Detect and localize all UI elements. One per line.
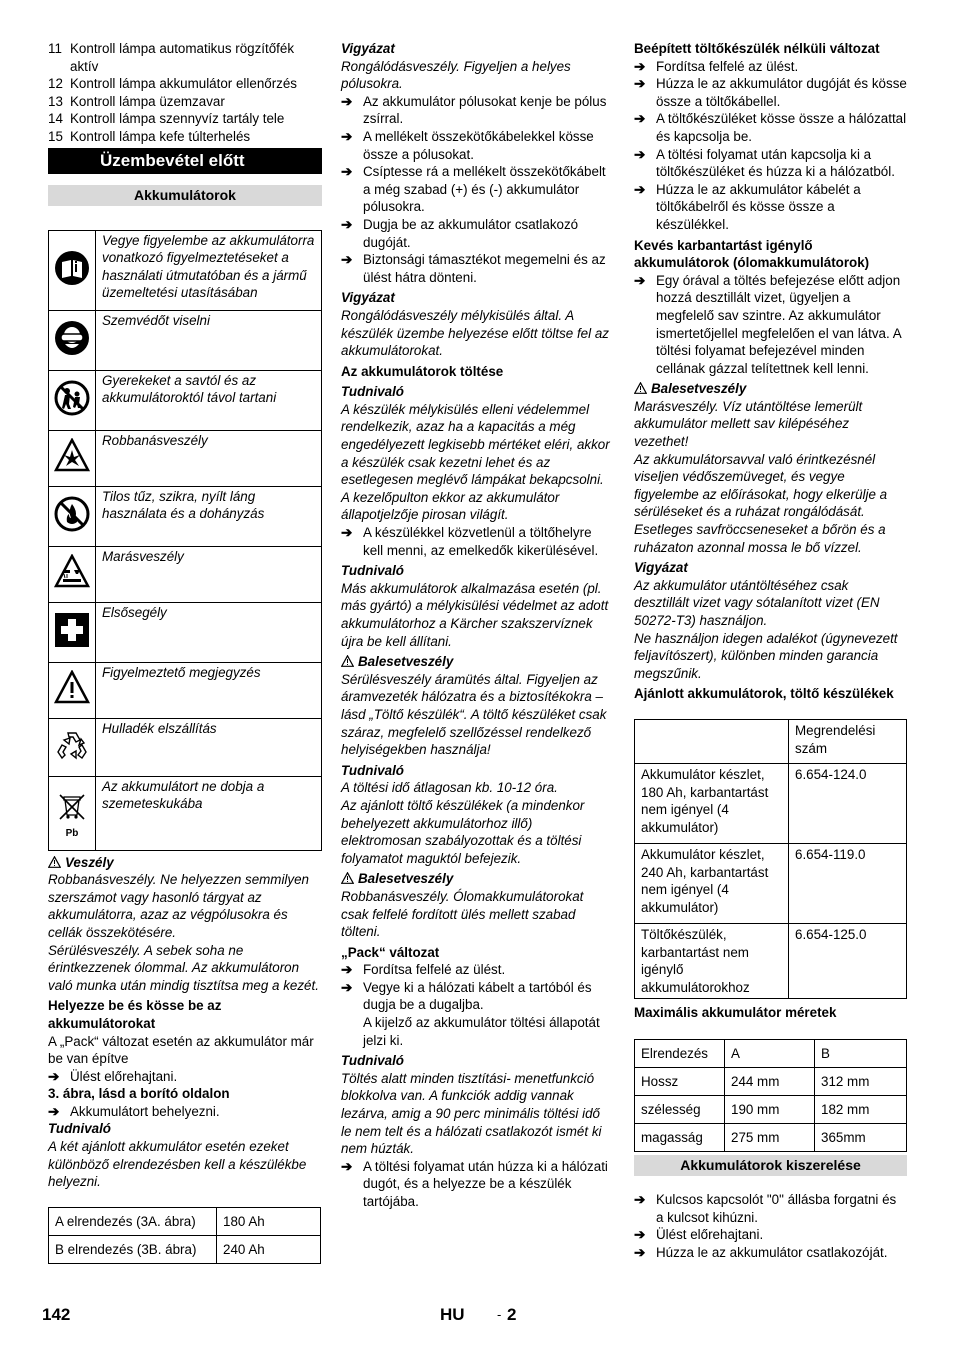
table-cell: 6.654-124.0: [789, 763, 907, 843]
symbol-table: [48, 230, 322, 851]
removal-title: Akkumulátorok kiszerelése: [634, 1155, 907, 1176]
column-1: [48, 40, 322, 1264]
warning-icon: [634, 382, 647, 394]
manual-icon: [52, 250, 92, 291]
symbol-description: Hulladék elszállítás: [96, 718, 322, 776]
table-row: [635, 1123, 907, 1151]
list-text: Kontroll lámpa kefe túlterhelés: [70, 128, 251, 144]
caution-label-2: Vigyázat: [341, 290, 395, 306]
table-row: [635, 1095, 907, 1123]
list-number: 11: [48, 41, 62, 56]
arrow-icon: ➔: [634, 146, 646, 162]
charging-heading: Az akkumulátorok töltése: [341, 363, 504, 379]
low-maintenance-step: ➔ Egy órával a töltés befejezése előtt adjon hozzá desztillált vizet, ügyeljen a megfelelő sav szintre. Az akkumulátor ismertetőjellel megfelelően el van látva. A töltési folyamat befejezével minden cellának gázzal telítettnek kell lenni.: [634, 272, 901, 376]
table-row: [635, 923, 907, 998]
instruction-step: ➔ Fordítsa felfelé az ülést.: [634, 58, 799, 74]
corrosive-icon: [52, 554, 92, 595]
instruction-step: ➔ Biztonsági támasztékot megemelni és az ülést hátra dönteni.: [341, 252, 606, 285]
pack-step-3: ➔ A töltési folyamat után húzza ki a hálózati dugót, és a helyezze be a készülék tartójába.: [341, 1158, 608, 1209]
pack-step-2: ➔ Vegye ki a hálózati kábelt a tartóból és dugja be a dugaljba.: [341, 979, 592, 1013]
instruction-step: ➔ Húzza le az akkumulátor dugóját és kösse össze a töltőkábellel.: [634, 76, 907, 109]
danger-text-2: Sérülésveszély. A sebek soha ne érintkezzenek ólommal. Az akkumulátoron való munka után mindig tisztítsa meg a kezét.: [48, 942, 319, 993]
symbol-row: [49, 430, 322, 486]
no-fire-icon: [52, 496, 92, 537]
table-cell: 180 Ah: [217, 1207, 321, 1235]
symbol-row: [49, 602, 322, 662]
hazard-label-2: Balesetveszély: [341, 870, 614, 888]
instruction-step: ➔ A töltési folyamat után kapcsolja ki a töltőkészüléket és húzza ki a hálózatból.: [634, 146, 895, 180]
table-cell: 6.654-125.0: [789, 923, 907, 998]
list-number: 14: [48, 111, 63, 127]
symbol-cell: [49, 662, 96, 718]
table-header-cell: Megrendelési szám: [789, 719, 907, 763]
symbol-description: Vegye figyelembe az akkumulátorra vonatkozó figyelmeztetéseket a használati útmutatóban és a jármű üzemeltetési utasításában: [96, 230, 322, 310]
table-cell: Hossz: [635, 1067, 725, 1095]
note-label: Tudnivaló: [48, 1121, 111, 1137]
arrow-icon: ➔: [341, 164, 353, 180]
first-aid-icon: [52, 612, 92, 653]
lead-symbol-label: Pb: [65, 827, 79, 839]
list-item: [48, 110, 322, 128]
arrow-icon: ➔: [341, 525, 353, 541]
note-label-3: Tudnivaló: [341, 762, 404, 778]
dimensions-heading: Maximális akkumulátor méretek: [634, 1005, 837, 1021]
arrow-icon: ➔: [634, 1227, 646, 1243]
steps-list-1: [341, 93, 614, 287]
symbol-description: Figyelmeztető megjegyzés: [96, 662, 322, 718]
symbol-description: Tilos tűz, szikra, nyílt láng használata és a dohányzás: [96, 486, 322, 546]
hazard-text-2: Robbanásveszély. Ólomakkumulátorokat csak felfelé fordított ülés mellett szabad tölteni.: [341, 888, 584, 940]
symbol-cell: [49, 370, 96, 430]
symbol-row: [49, 662, 322, 718]
table-cell: Akkumulátor készlet, 240 Ah, karbantartást nem igényel (4 akkumulátor): [635, 843, 789, 923]
hazard-text-2: Az akkumulátorsavval való érintkezésnél viseljen védőszemüveget, és vegye figyelembe az előírásokat, hogy elkerülje a sérüléseket és a ruházat rongálódását.: [634, 451, 888, 520]
arrow-icon: ➔: [634, 272, 646, 288]
symbol-row: [49, 546, 322, 602]
symbol-row: [49, 310, 322, 370]
table-cell: B elrendezés (3B. ábra): [49, 1235, 217, 1263]
list-text: Kontroll lámpa akkumulátor ellenőrzés: [70, 76, 298, 92]
warning-icon: [341, 655, 354, 667]
indicator-list: [48, 40, 322, 146]
caution-text-1: Az akkumulátor utántöltéséhez csak desztillált vizet vagy sótalanított vizet (EN 50272-T3) használjon.: [634, 577, 880, 628]
install-step: ➔ Ülést előrehajtani.: [48, 1068, 178, 1084]
arrow-icon: ➔: [634, 181, 646, 197]
instruction-step: ➔ Húzza le az akkumulátor kábelét a töltőkábelről és kösse össze a készülékkel.: [634, 181, 861, 232]
note-text: A két ajánlott akkumulátor esetén ezeket különböző elrendezésben kell a készülékbe helyezni.: [48, 1139, 307, 1190]
caution-text-1: Rongálódásveszély. Figyeljen a helyes pólusokra.: [341, 58, 571, 92]
symbol-row: [49, 486, 322, 546]
table-row: [635, 763, 907, 843]
list-text: Kontroll lámpa üzemzavar: [70, 93, 225, 109]
recommended-table: [634, 719, 907, 999]
table-cell: Töltőkészülék, karbantartást nem igénylő akkumulátorokhoz: [635, 923, 789, 998]
arrow-icon: ➔: [634, 111, 646, 127]
table-cell: 244 mm: [725, 1067, 815, 1095]
caution-label-1: Vigyázat: [341, 41, 395, 56]
arrow-icon: ➔: [341, 1158, 353, 1174]
list-item: [48, 128, 322, 146]
hazard-text-1: Marásveszély. Víz utántöltése lemerült akkumulátor mellett sav kilépéséhez vezethet!: [634, 398, 863, 450]
arrow-icon: ➔: [341, 979, 353, 995]
sub-page-number: 2: [507, 1305, 517, 1324]
symbol-row: [49, 230, 322, 310]
low-maintenance-heading: Kevés karbantartást igénylő akkumulátorok (ólomakkumulátorok): [634, 237, 870, 271]
warning-icon: [52, 670, 92, 711]
table-cell: szélesség: [635, 1095, 725, 1123]
goggles-icon: [52, 320, 92, 361]
pack-continuation: A kijelző az akkumulátor töltési állapotát jelzi ki.: [363, 1015, 600, 1048]
table-cell: 240 Ah: [217, 1235, 321, 1263]
table-row: [635, 1039, 907, 1067]
hazard-text-1: Sérülésveszély áramütés által. Figyeljen az áramvezeték hálózatra és a biztosítékokra – lásd „Töltő készülék“. A töltő készüléket csak száraz, megfelelő szellőzéssel rendelkező helyiségekben használja!: [341, 671, 607, 758]
instruction-step: ➔ Dugja be az akkumulátor csatlakozó dugóját.: [341, 216, 579, 250]
arrow-icon: ➔: [341, 216, 353, 232]
symbol-cell: [49, 430, 96, 486]
caution-text-2: Ne használjon idegen adalékot (úgynevezett feljavítószert), különben minden garancia megszűnik.: [634, 630, 898, 681]
pack-heading: „Pack“ változat: [341, 944, 440, 960]
symbol-cell: [49, 602, 96, 662]
instruction-step: ➔ Kulcsos kapcsolót "0" állásba forgatni és a kulcsot kihúzni.: [634, 1191, 897, 1225]
note-text-3a: A töltési idő átlagosan kb. 10-12 óra.: [341, 780, 558, 796]
table-cell: Akkumulátor készlet, 180 Ah, karbantartást nem igényel (4 akkumulátor): [635, 763, 789, 843]
hazard-label: Balesetveszély: [634, 380, 907, 398]
step-drive-to-charger: ➔ A készülékkel közvetlenül a töltőhelyre kell menni, az emelkedők kikerülésével.: [341, 525, 599, 558]
table-cell: A: [725, 1039, 815, 1067]
warning-icon: [48, 856, 61, 868]
instruction-step: ➔ A mellékelt összekötőkábelekkel kösse össze a pólusokat.: [341, 128, 594, 162]
pack-step-1: ➔ Fordítsa felfelé az ülést.: [341, 962, 506, 978]
hazard-label-1: Balesetveszély: [341, 653, 614, 671]
list-item: [48, 93, 322, 111]
table-row: [49, 1207, 321, 1235]
symbol-cell: [49, 546, 96, 602]
table-cell: 182 mm: [815, 1095, 907, 1123]
list-number: 13: [48, 93, 63, 109]
warning-icon: [341, 872, 354, 884]
symbol-row: [49, 718, 322, 776]
table-cell: 365mm: [815, 1123, 907, 1151]
install-heading: Helyezze be és kösse be az akkumulátorokat: [48, 998, 222, 1031]
arrow-icon: ➔: [341, 128, 353, 144]
list-number: 12: [48, 76, 63, 92]
symbol-cell: [49, 776, 96, 850]
symbol-cell: [49, 310, 96, 370]
note-text-1: A készülék mélykisülés elleni védelemmel rendelkezik, azaz ha a kapacitás a még engedélyezett legkisebb mértéket eléri, akkor a készülék csak kezetni lehet és az esetlegesen meglévő lámpákat bekapcsolni. A kezelőpulton ekkor az akkumulátor állapotjelzője pirosan világít.: [341, 401, 610, 523]
symbol-row: [49, 370, 322, 430]
explosion-icon: [52, 438, 92, 479]
table-cell: 275 mm: [725, 1123, 815, 1151]
arrow-icon: ➔: [634, 58, 646, 74]
arrow-icon: ➔: [634, 1244, 646, 1260]
caution-text-2: Rongálódásveszély mélykisülés által. A készülék üzembe helyezése előtt töltse fel az akkumulátorokat.: [341, 307, 609, 359]
list-item: [48, 40, 322, 75]
symbol-row: [49, 776, 322, 850]
note-label-4: Tudnivaló: [341, 1053, 404, 1069]
column-2: [341, 40, 614, 1211]
install-text: A „Pack“ változat esetén az akkumulátor már be van építve: [48, 1033, 314, 1067]
symbol-description: Elsősegély: [96, 602, 322, 662]
instruction-step: ➔ Csíptesse rá a mellékelt összekötőkábelt a még szabad (+) és (-) akkumulátor pólusokra.: [341, 164, 606, 215]
symbol-description: Szemvédőt viselni: [96, 310, 322, 370]
arrow-icon: ➔: [634, 1191, 646, 1207]
instruction-step: ➔ Ülést előrehajtani.: [634, 1227, 764, 1243]
no-charger-heading: Beépített töltőkészülék nélküli változat: [634, 41, 880, 56]
column-3: [634, 40, 907, 1261]
table-cell: magasság: [635, 1123, 725, 1151]
symbol-description: Az akkumulátort ne dobja a szemeteskukába: [96, 776, 322, 850]
hazard-text-3: Esetleges savfröccseneseket a bőrön és a ruházaton azonnal mossa le bő vízzel.: [634, 522, 886, 555]
arrow-icon: ➔: [48, 1068, 60, 1084]
subsection-title-batteries: Akkumulátorok: [48, 185, 322, 206]
footer-dash: -: [497, 1307, 502, 1322]
instruction-step: ➔ Húzza le az akkumulátor csatlakozóját.: [634, 1244, 888, 1260]
note-text-4: Töltés alatt minden tisztítási- menetfunkció blokkolva van. A funkciók addig vannak lezárva, amig a 90 perc minimális töltési idő le nem telt és a hálózati csatlakozót ismét ki nem húzták.: [341, 1070, 602, 1157]
arrow-icon: ➔: [341, 93, 353, 109]
list-text: Kontroll lámpa automatikus rögzítőfék aktív: [70, 41, 295, 74]
language-code: HU: [440, 1305, 465, 1324]
note-text-2: Más akkumulátorok alkalmazása esetén (pl. más gyártó) a mélykisülési védelmet az adott akkumulátorhoz a Kärcher szakszervíznek újra be kell állítani.: [341, 580, 609, 649]
instruction-step: ➔ A töltőkészüléket kösse össze a hálózattal és kapcsolja be.: [634, 111, 907, 144]
arrow-icon: ➔: [341, 252, 353, 268]
page-number: 142: [42, 1305, 71, 1324]
symbol-cell: [49, 230, 96, 310]
table-header-row: [635, 719, 907, 763]
symbol-description: Gyerekeket a savtól és az akkumulátoroktól távol tartani: [96, 370, 322, 430]
table-cell: 312 mm: [815, 1067, 907, 1095]
symbol-description: Marásveszély: [96, 546, 322, 602]
arrow-icon: ➔: [341, 962, 353, 978]
table-row: [635, 1067, 907, 1095]
table-row: [49, 1235, 321, 1263]
table-cell: B: [815, 1039, 907, 1067]
table-cell: 6.654-119.0: [789, 843, 907, 923]
note-label-2: Tudnivaló: [341, 563, 404, 579]
recommended-heading: Ajánlott akkumulátorok, töltő készülékek: [634, 686, 894, 702]
figure-heading: 3. ábra, lásd a borító oldalon: [48, 1086, 230, 1102]
symbol-cell: [49, 718, 96, 776]
list-text: Kontroll lámpa szennyvíz tartály tele: [70, 111, 285, 127]
list-item: [48, 75, 322, 93]
no-trash-bin-icon: [52, 787, 92, 828]
figure-step: ➔ Akkumulátort behelyezni.: [48, 1103, 220, 1119]
section-title: Üzembevétel előtt: [48, 148, 322, 174]
danger-text-1: Robbanásveszély. Ne helyezzen semmilyen szerszámot vagy hasonló tárgyat az akkumulátorra, azaz az végpólusokra és cellák összekötésére.: [48, 872, 309, 940]
note-label-1: Tudnivaló: [341, 384, 404, 400]
keep-children-away-icon: [52, 380, 92, 421]
no-charger-steps: [634, 58, 907, 234]
table-header-cell: [635, 719, 789, 763]
table-row: [635, 843, 907, 923]
arrow-icon: ➔: [48, 1103, 60, 1119]
arrow-icon: ➔: [634, 76, 646, 92]
table-cell: A elrendezés (3A. ábra): [49, 1207, 217, 1235]
symbol-cell: [49, 486, 96, 546]
layout-table: [48, 1207, 321, 1264]
danger-label: Veszély: [48, 854, 322, 872]
removal-steps: [634, 1191, 907, 1261]
table-cell: Elrendezés: [635, 1039, 725, 1067]
dimensions-table: [634, 1039, 907, 1152]
instruction-step: ➔ Az akkumulátor pólusokat kenje be pólus zsírral.: [341, 93, 607, 127]
table-cell: 190 mm: [725, 1095, 815, 1123]
list-number: 15: [48, 128, 63, 144]
symbol-description: Robbanásveszély: [96, 430, 322, 486]
note-text-3b: Az ajánlott töltő készülékek (a mindenkor behelyezett akkumulátorhoz illő) elektromosan szabályozottak és a töltési folyamatot maguktól befejezik.: [341, 797, 585, 866]
recycling-icon: [52, 727, 92, 768]
caution-label: Vigyázat: [634, 560, 688, 576]
